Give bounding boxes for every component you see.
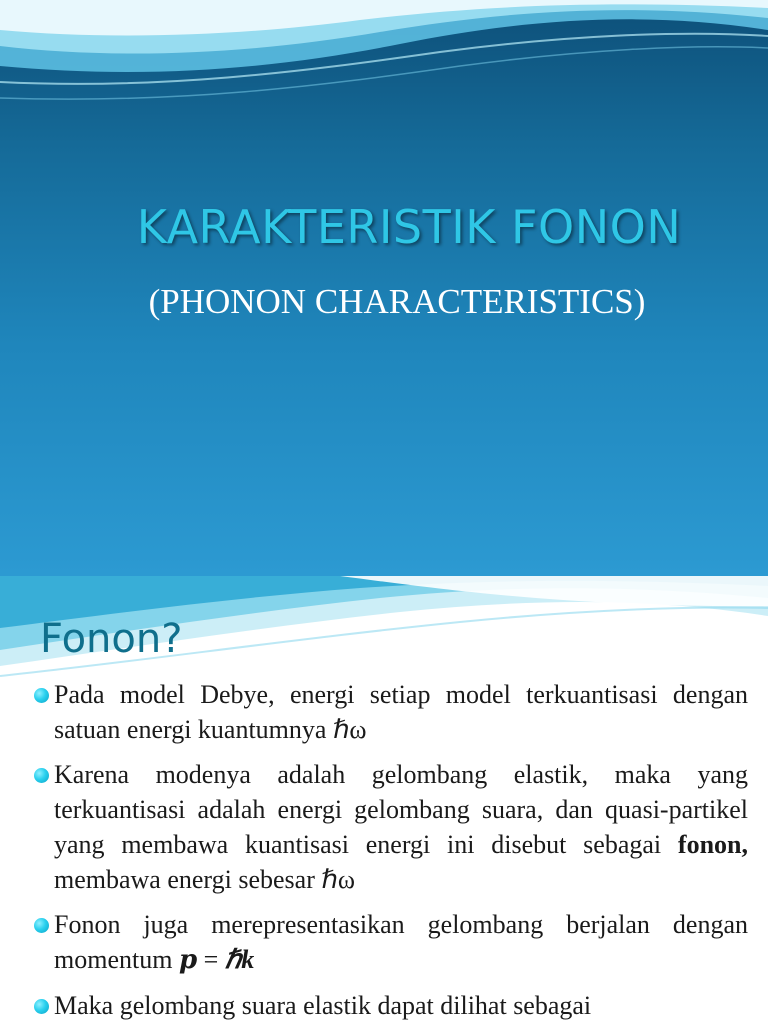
bullet-icon (34, 688, 49, 703)
hbar-omega-symbol: ℏω (332, 715, 367, 744)
hbar-omega-symbol: ℏω (321, 865, 355, 894)
slide-title: KARAKTERISTIK FONON (136, 200, 682, 254)
bullet-icon (34, 768, 49, 783)
formula-equals: = (197, 945, 225, 974)
bullet-text: Fonon juga merepresentasikan gelombang berjalan dengan momentum (54, 910, 748, 974)
bullet-item (36, 677, 748, 747)
bullet-list (36, 677, 748, 1024)
bullet-text: Karena modenya adalah gelombang elastik, maka yang terkuantisasi adalah energi gelombang suara, dan quasi-partikel yang membawa kuantisasi energi ini disebut sebagai (54, 760, 748, 859)
bullet-bold-term: fonon, (677, 830, 748, 859)
bullet-item (36, 907, 748, 978)
wave-decoration (0, 0, 768, 120)
bullet-text: Pada model Debye, energi setiap model terkuantisasi dengan satuan energi kuantumnya (54, 680, 748, 744)
bullet-text: Maka gelombang suara elastik dapat dilihat sebagai (54, 991, 592, 1020)
slide-heading: Fonon? (40, 616, 183, 662)
formula-hbar-k: ℏk (224, 945, 255, 974)
content-slide (0, 576, 768, 1024)
bullet-item (36, 988, 748, 1023)
bullet-text-after: membawa energi sebesar (54, 865, 322, 894)
bullet-icon (34, 999, 49, 1014)
formula-p: p (178, 945, 198, 975)
bullet-icon (34, 918, 49, 933)
bullet-item (36, 757, 748, 897)
slide-subtitle: (PHONON CHARACTERISTICS) (148, 282, 646, 321)
